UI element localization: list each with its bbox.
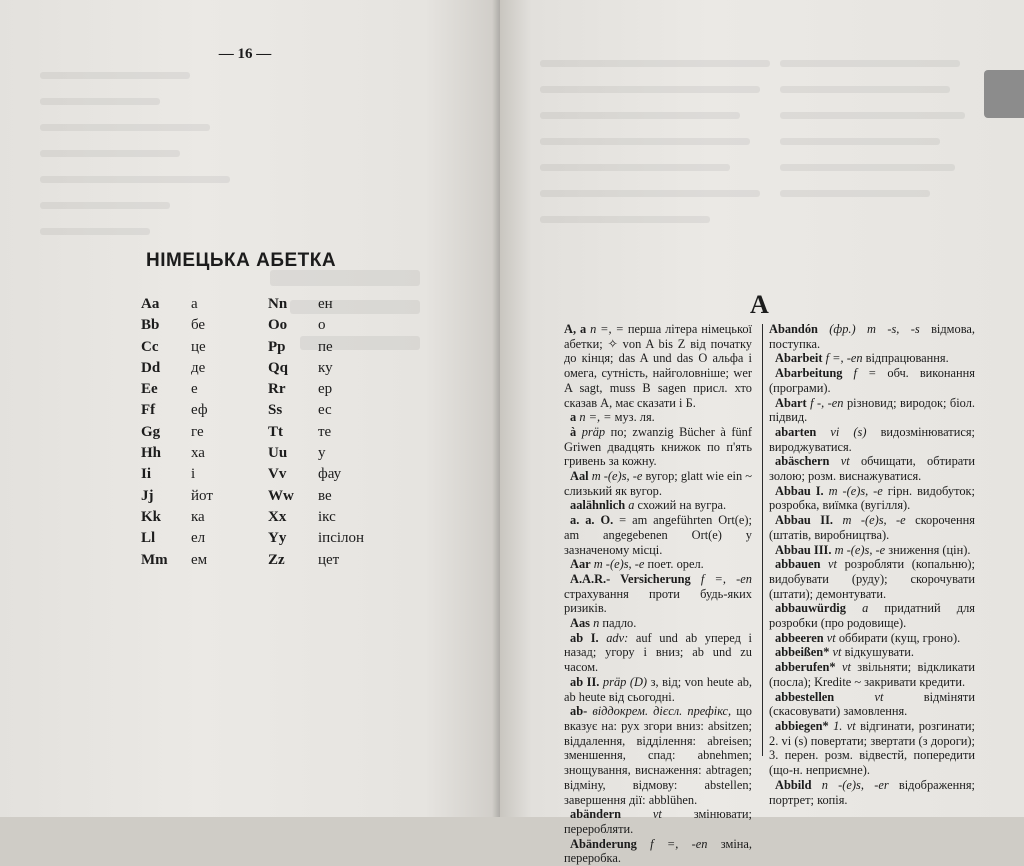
entry-grammar: f =, -en <box>700 571 753 586</box>
bleed-through-text <box>780 164 955 171</box>
entry-definition: поет. орел. <box>647 557 704 572</box>
entry-grammar: vt <box>652 807 662 822</box>
entry-definition: падло. <box>602 616 637 631</box>
dictionary-entry <box>769 543 975 558</box>
entry-definition: = am angeführten Ort(e); am angegebenen Ort(e) у зазначеному місці. <box>564 513 752 557</box>
bleed-through-text <box>40 176 230 183</box>
entry-definition: відображення; портрет; копія. <box>769 777 975 807</box>
alphabet-title: НІМЕЦЬКА АБЕТКА <box>146 250 337 271</box>
dictionary-entry <box>564 557 752 572</box>
letter-glyph: Xx <box>268 508 287 525</box>
bleed-through-text <box>780 138 940 145</box>
entry-definition: страхування проти будь-яких ризиків. <box>564 586 752 616</box>
entry-headword: Abart <box>775 395 807 410</box>
dictionary-entry <box>769 396 975 425</box>
entry-headword: abäschern <box>775 454 830 469</box>
entry-headword: a <box>570 410 577 425</box>
entry-headword: Abandón <box>769 322 818 336</box>
entry-grammar: f =, -en <box>825 351 863 366</box>
dictionary-entry <box>769 454 975 483</box>
entry-headword: abbiegen* <box>775 718 829 733</box>
entry-definition: відпрацювання. <box>865 351 949 366</box>
entry-definition: муз. ля. <box>614 410 655 425</box>
letter-glyph: Ll <box>141 530 156 547</box>
entry-definition: змінювати; переробляти. <box>564 807 752 836</box>
alphabet-row <box>141 360 401 381</box>
bleed-through-text <box>40 150 180 157</box>
entry-grammar: vt <box>841 660 851 675</box>
entry-definition: зміна, переробка. <box>564 836 752 866</box>
letter-name: ге <box>191 423 204 440</box>
alphabet-row <box>141 488 401 509</box>
entry-definition: звільняти; відкликати (посла); Kredite ~ закривати кредити. <box>769 660 975 689</box>
entry-headword: ab I. <box>570 630 599 645</box>
bleed-through-text <box>780 112 965 119</box>
bleed-through-text <box>40 72 190 79</box>
entry-headword: abbeeren <box>775 630 824 645</box>
bleed-through-text <box>780 60 960 67</box>
entry-headword: ab II. <box>570 674 600 689</box>
entry-headword: abbauen <box>775 557 821 572</box>
entry-headword: Aar <box>570 557 591 572</box>
bleed-through-text <box>780 190 930 197</box>
entry-definition: обчищати, обтирати золою; розм. виснажуватися. <box>769 454 975 484</box>
entry-grammar: vi (s) <box>830 424 867 439</box>
entry-definition: схожий на вугра. <box>637 498 727 513</box>
entry-definition: перша літера німецької абетки; ✧ von A bis Z від початку до кінця; das A und das O альфа і омега, сутність, найголовніше; wer A sagt, muss B sagen присл. хто сказав А, має сказати і Б. <box>564 322 752 410</box>
alphabet-row <box>141 339 401 360</box>
dictionary-entry <box>564 616 752 631</box>
entry-definition: різновид; виродок; біол. підвид. <box>769 395 975 425</box>
letter-name: іпсілон <box>318 530 365 547</box>
dictionary-entry <box>564 410 752 425</box>
entry-definition: розробляти (копальню); видобувати (руду); скорочувати (штати); демонтувати. <box>769 557 975 601</box>
letter-glyph: Ee <box>141 381 158 398</box>
dictionary-entry <box>564 675 752 704</box>
letter-glyph: Jj <box>141 487 154 504</box>
letter-glyph: Uu <box>268 445 288 462</box>
dictionary-entry <box>564 704 752 807</box>
bleed-through-text <box>780 86 950 93</box>
entry-definition: скорочення (штатів, виробництва). <box>769 513 975 542</box>
letter-glyph: Mm <box>141 551 168 568</box>
letter-name: йот <box>191 487 213 504</box>
letter-name: ку <box>318 359 333 376</box>
alphabet-row <box>141 317 401 338</box>
dictionary-entry <box>769 719 975 778</box>
bleed-through-text <box>540 138 750 145</box>
entry-headword: abarten <box>775 424 817 439</box>
bleed-through-text <box>540 60 770 67</box>
thumb-index-tab <box>984 70 1024 118</box>
letter-name: ен <box>318 296 333 312</box>
letter-name: ікс <box>318 508 336 525</box>
alphabet-row <box>141 466 401 487</box>
letter-name: де <box>191 359 206 376</box>
entry-headword: à <box>570 424 577 439</box>
alphabet-row <box>141 445 401 466</box>
entry-definition: відміняти (скасовувати) замовлення. <box>769 689 975 719</box>
alphabet-row <box>141 381 401 402</box>
letter-glyph: Rr <box>268 381 286 398</box>
entry-grammar: vt <box>826 630 836 645</box>
entry-headword: Abbild <box>775 777 812 792</box>
entry-definition: зниження (цін). <box>888 542 971 557</box>
entry-grammar: vt <box>874 689 884 704</box>
entry-grammar: präp (D) <box>602 674 648 689</box>
entry-grammar: n =, = <box>590 322 624 336</box>
entry-headword: Abarbeitung <box>775 366 843 381</box>
entry-definition: відгинати, розгинати; 2. vi (s) повертати; звертати (з дороги); 3. перен. розм. відвестй, попередити (що-н. неприємне). <box>769 718 975 778</box>
entry-grammar: n =, = <box>579 410 612 425</box>
letter-glyph: Aa <box>141 296 160 312</box>
letter-glyph: Hh <box>141 445 162 462</box>
bleed-through-text <box>540 216 710 223</box>
letter-glyph: Tt <box>268 423 283 440</box>
entry-headword: ab- <box>570 704 588 719</box>
entry-grammar: vt <box>832 645 842 660</box>
entry-grammar: vt <box>828 557 837 572</box>
letter-glyph: Ss <box>268 402 283 419</box>
entry-grammar: n <box>593 616 600 631</box>
dictionary-entry <box>769 322 975 351</box>
letter-name: а <box>191 296 198 312</box>
entry-grammar: n -(e)s, -er <box>821 777 889 792</box>
alphabet-row <box>141 509 401 530</box>
letter-name: еф <box>191 402 208 419</box>
letter-glyph: Dd <box>141 359 161 376</box>
page-number: — 16 — <box>218 46 272 62</box>
entry-grammar: präp <box>581 424 606 439</box>
entry-definition: гірн. видобуток; розробка, виїмка (вугілля). <box>769 483 975 513</box>
letter-glyph: Pp <box>268 338 286 355</box>
bleed-through-text <box>40 98 160 105</box>
alphabet-row <box>141 424 401 445</box>
entry-grammar: m -(e)s, -e <box>828 483 883 498</box>
entry-definition: що вказує на: рух згори вниз: absitzen; віддалення, відділення: abreisen; зменшення, спад: abnehmen; знощування, виснаження: abtragen; відміну, відмову: abstellen; завершення дії: abblühen. <box>564 704 752 807</box>
entry-grammar: f -, -en <box>810 395 844 410</box>
entry-headword: A, a <box>564 322 587 336</box>
bleed-through-text <box>40 124 210 131</box>
alphabet-row <box>141 552 401 573</box>
entry-grammar: m -(e)s, -e <box>842 513 906 528</box>
dictionary-entry <box>769 484 975 513</box>
letter-glyph: Ff <box>141 402 156 419</box>
letter-name: ем <box>191 551 208 568</box>
entry-headword: a. a. O. <box>570 513 614 528</box>
entry-definition: придатний для розробки (про родовище). <box>769 601 975 631</box>
letter-glyph: Zz <box>268 551 285 568</box>
bleed-through-text <box>540 190 760 197</box>
letter-glyph: Ww <box>268 487 294 504</box>
dictionary-entry <box>564 469 752 498</box>
dictionary-entry <box>564 498 752 513</box>
letter-name: у <box>318 445 326 462</box>
letter-name: ес <box>318 402 332 419</box>
dictionary-entry <box>769 690 975 719</box>
bleed-through-title <box>270 270 420 286</box>
entry-headword: abbauwürdig <box>775 601 846 616</box>
left-page <box>0 0 500 817</box>
letter-name: цет <box>318 551 340 568</box>
entry-headword: abbestellen <box>775 689 835 704</box>
entry-grammar: 1. vt <box>833 718 856 733</box>
letter-name: і <box>191 466 196 483</box>
letter-glyph: Yy <box>268 530 287 547</box>
entry-grammar: a <box>628 498 635 513</box>
entry-grammar: віддокрем. дієсл. префікс, <box>592 704 732 719</box>
entry-headword: abbeißen* <box>775 645 830 660</box>
dictionary-entry <box>769 660 975 689</box>
letter-name: фау <box>318 466 342 483</box>
dictionary-entry <box>769 513 975 542</box>
entry-definition: видозмінюватися; вироджуватися. <box>769 424 975 454</box>
dictionary-entry <box>564 322 752 410</box>
entry-definition: обч. виконання (програми). <box>769 366 975 395</box>
letter-glyph: Vv <box>268 466 287 483</box>
dictionary-entry <box>769 631 975 646</box>
dictionary-entry <box>769 366 975 395</box>
entry-definition: відкушувати. <box>844 645 914 660</box>
alphabet-row <box>141 296 401 317</box>
letter-name: те <box>318 423 332 440</box>
dictionary-entry <box>564 807 752 836</box>
bleed-through-text <box>540 86 760 93</box>
entry-headword: aalähnlich <box>570 498 626 513</box>
letter-glyph: Bb <box>141 317 160 334</box>
entry-definition: auf und ab уперед і назад; угору і вниз; ab und zu часом. <box>564 630 752 675</box>
entry-grammar: f = <box>853 366 877 381</box>
dictionary-entry <box>769 778 975 807</box>
bleed-through-text <box>540 112 740 119</box>
entry-headword: Abarbeit <box>775 351 823 366</box>
entry-grammar: m -(e)s, -e <box>834 542 886 557</box>
letter-glyph: Nn <box>268 296 288 312</box>
entry-grammar: m -(e)s, -e <box>593 557 645 572</box>
dictionary-entry <box>769 645 975 660</box>
letter-name: е <box>191 381 198 398</box>
entry-headword: A.A.R.- Versicherung <box>570 571 691 586</box>
dictionary-entry <box>564 572 752 616</box>
entry-grammar: (фр.) m -s, -s <box>829 322 920 336</box>
entry-headword: Abänderung <box>570 836 637 851</box>
dictionary-entry <box>769 425 975 454</box>
entry-definition: відмова, поступка. <box>769 322 975 351</box>
dictionary-entry <box>564 425 752 469</box>
letter-glyph: Oo <box>268 317 288 334</box>
entry-grammar: vt <box>840 454 850 469</box>
bleed-through-text <box>40 228 150 235</box>
entry-headword: Aas <box>570 616 590 631</box>
column-divider <box>762 324 763 756</box>
letter-name: пе <box>318 338 333 355</box>
dictionary-entry <box>564 837 752 866</box>
alphabet-row <box>141 530 401 551</box>
dictionary-entry <box>564 631 752 675</box>
letter-name: ха <box>191 445 205 462</box>
entry-headword: Abbau III. <box>775 542 832 557</box>
entry-grammar: f =, -en <box>650 836 708 851</box>
dictionary-column-left <box>564 322 752 866</box>
alphabet-table <box>141 296 401 573</box>
letter-name: це <box>191 338 206 355</box>
section-letter: A <box>750 290 769 319</box>
entry-grammar: adv: <box>606 630 629 645</box>
dictionary-entry <box>769 601 975 630</box>
dictionary-entry <box>564 513 752 557</box>
entry-headword: Aal <box>570 469 589 484</box>
dictionary-column-right <box>769 322 975 807</box>
bleed-through-text <box>40 202 170 209</box>
letter-name: ер <box>318 381 333 398</box>
entry-grammar: a <box>862 601 869 616</box>
entry-definition: оббирати (кущ, гроно). <box>838 630 961 645</box>
letter-glyph: Qq <box>268 359 289 376</box>
letter-name: о <box>318 317 326 334</box>
entry-headword: abberufen* <box>775 660 836 675</box>
entry-headword: Abbau II. <box>775 513 833 528</box>
dictionary-entry <box>769 557 975 601</box>
letter-glyph: Gg <box>141 423 161 440</box>
entry-headword: abändern <box>570 807 621 822</box>
entry-definition: з, від; von heute ab, ab heute від сьогодні. <box>564 674 753 704</box>
entry-definition: вугор; glatt wie ein ~ слизький як вугор. <box>564 469 753 498</box>
letter-name: ка <box>191 508 205 525</box>
letter-glyph: Kk <box>141 508 162 525</box>
bleed-through-text <box>540 164 730 171</box>
alphabet-row <box>141 402 401 423</box>
letter-name: бе <box>191 317 206 334</box>
letter-name: ве <box>318 487 332 504</box>
entry-definition: по; zwanzig Bücher à fünf Griwen двадцять книжок по п'ять гривень за кожну. <box>564 424 752 469</box>
letter-glyph: Cc <box>141 338 159 355</box>
dictionary-entry <box>769 351 975 366</box>
entry-headword: Abbau I. <box>775 483 824 498</box>
entry-grammar: m -(e)s, -e <box>591 469 643 484</box>
letter-name: ел <box>191 530 206 547</box>
letter-glyph: Ii <box>141 466 152 483</box>
